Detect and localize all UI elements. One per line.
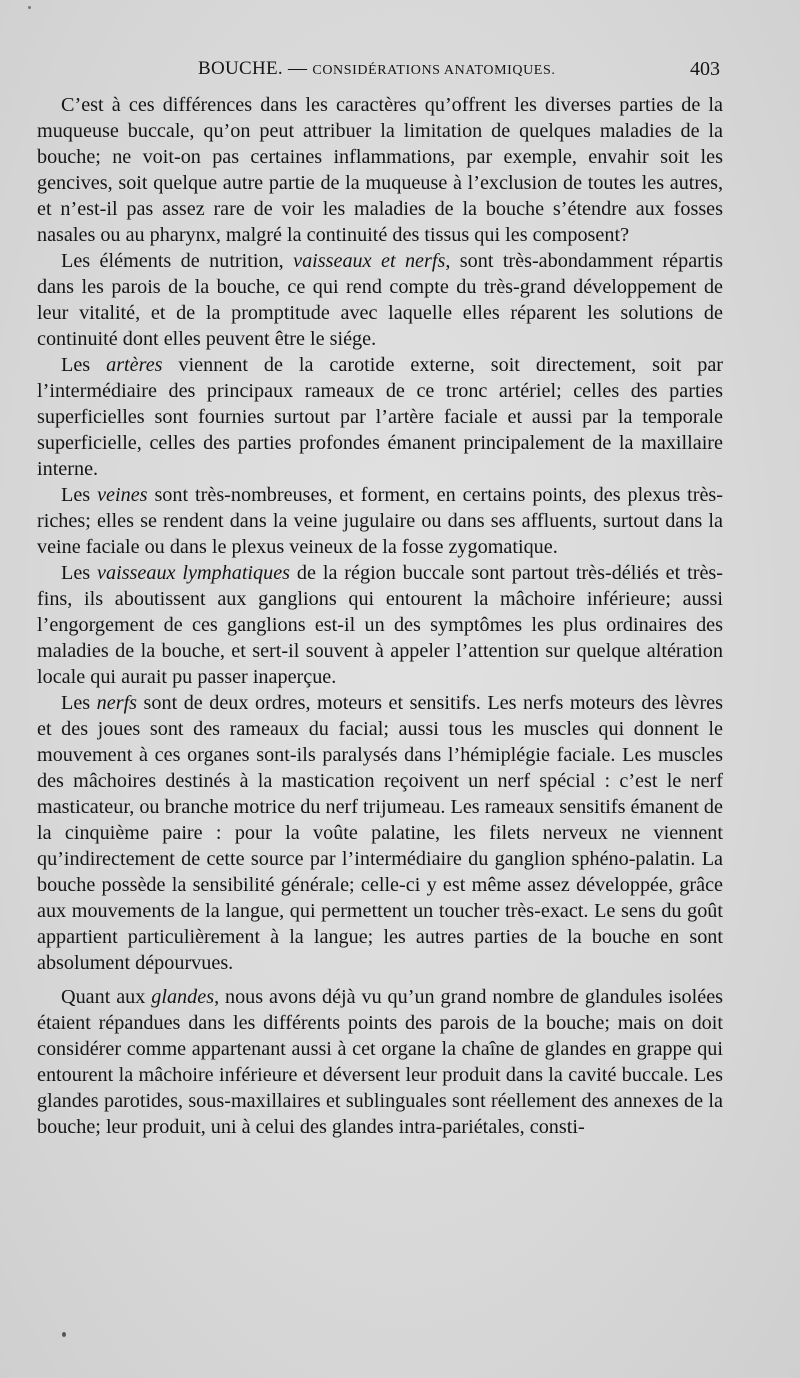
running-header [0,58,800,86]
paragraph [37,92,723,248]
paragraph [37,352,723,482]
text-run: Les [61,562,98,584]
text-run: Les [61,354,107,376]
running-title [198,58,555,80]
text-body [37,92,723,1140]
italic-term: vaisseaux et nerfs [293,250,446,272]
italic-term: artères [106,354,163,376]
text-run: , nous avons déjà vu qu’un grand nombre de glandules isolées étaient répandues dans les différents points des parois de la bouche; mais on doit considérer comme appartenant aussi à cet organe la chaîne de glandes en grappe qui entourent la mâchoire inférieure et déversent leur produit dans la cavité buccale. Les glandes parotides, sous-maxillaires et sublinguales sont réellement des annexes de la bouche; leur produit, uni à celui des glandes intra-pariétales, consti- [37,986,724,1138]
page-number: 403 [690,58,720,80]
paragraph [37,690,723,976]
running-title-main: BOUCHE. [198,58,283,79]
paragraph [37,482,723,560]
text-run: Les [61,692,97,714]
running-title-sub: CONSIDÉRATIONS ANATOMIQUES. [312,63,556,78]
text-run: de la région buccale sont partout très-déliés et très-fins, ils aboutissent aux ganglions qui entourent la mâchoire inférieure; aussi l’engorgement de ces ganglions est-il un des symptômes les plus ordinaires des maladies de la bouche, et sert-il souvent à appeler l’attention sur quelque altération locale qui aurait pu passer inaperçue. [37,562,723,688]
text-run: viennent de la carotide externe, soit directement, soit par l’intermédiaire des principaux rameaux de ce tronc artériel; celles des parties superficielles sont fournies surtout par l’artère faciale et aussi par la temporale superficielle, celles des parties profondes émanent principalement de la maxillaire interne. [37,354,723,480]
text-run: sont de deux ordres, moteurs et sensitifs. Les nerfs moteurs des lèvres et des joues sont des rameaux du facial; aussi tous les muscles qui donnent le mouvement à ces organes sont-ils paralysés dans l’hémiplégie faciale. Les muscles des mâchoires destinés à la mastication reçoivent un nerf spécial : c’est le nerf masticateur, ou branche motrice du nerf trijumeau. Les rameaux sensitifs émanent de la cinquième paire : pour la voûte palatine, les filets nerveux ne viennent qu’indirectement de cette source par l’intermédiaire du ganglion sphéno-palatin. La bouche possède la sensibilité générale; celle-ci y est même assez développée, grâce aux mouvements de la langue, qui permettent un toucher très-exact. Le sens du goût appartient particulièrement à la langue; les autres parties de la bouche en sont absolument dépourvues. [37,692,723,974]
text-run: C’est à ces différences dans les caractères qu’offrent les diverses parties de la muqueuse buccale, qu’on peut attribuer la limitation de quelques maladies de la bouche; ne voit-on pas certaines inflammations, par exemple, envahir soit les gencives, soit quelque autre partie de la muqueuse à l’exclusion de toutes les autres, et n’est-il pas assez rare de voir les maladies de la bouche s’étendre aux fosses nasales ou au pharynx, malgré la continuité des tissus qui les composent? [37,94,723,246]
paragraph [37,560,723,690]
text-run: Quant aux [61,986,152,1008]
running-title-dash: — [282,58,313,79]
italic-term: veines [97,484,148,506]
text-run: sont très-nombreuses, et forment, en certains points, des plexus très-riches; elles se rendent dans la veine jugulaire ou dans ses affluents, surtout dans la veine faciale ou dans le plexus veineux de la fosse zygomatique. [37,484,723,558]
ink-speck [62,1332,66,1337]
italic-term: vaisseaux lymphatiques [97,562,291,584]
text-run: Les [61,484,98,506]
italic-term: nerfs [96,692,138,714]
ink-speck [28,6,31,9]
italic-term: glandes [151,986,215,1008]
paragraph [37,984,723,1140]
text-run: , sont très-abondamment répartis dans les parois de la bouche, ce qui rend compte du très-grand développement de leur vitalité, et de la promptitude avec laquelle elles réparent les solutions de continuité dont elles peuvent être le siége. [37,250,723,350]
text-run: Les éléments de nutrition, [61,250,294,272]
paragraph [37,248,723,352]
